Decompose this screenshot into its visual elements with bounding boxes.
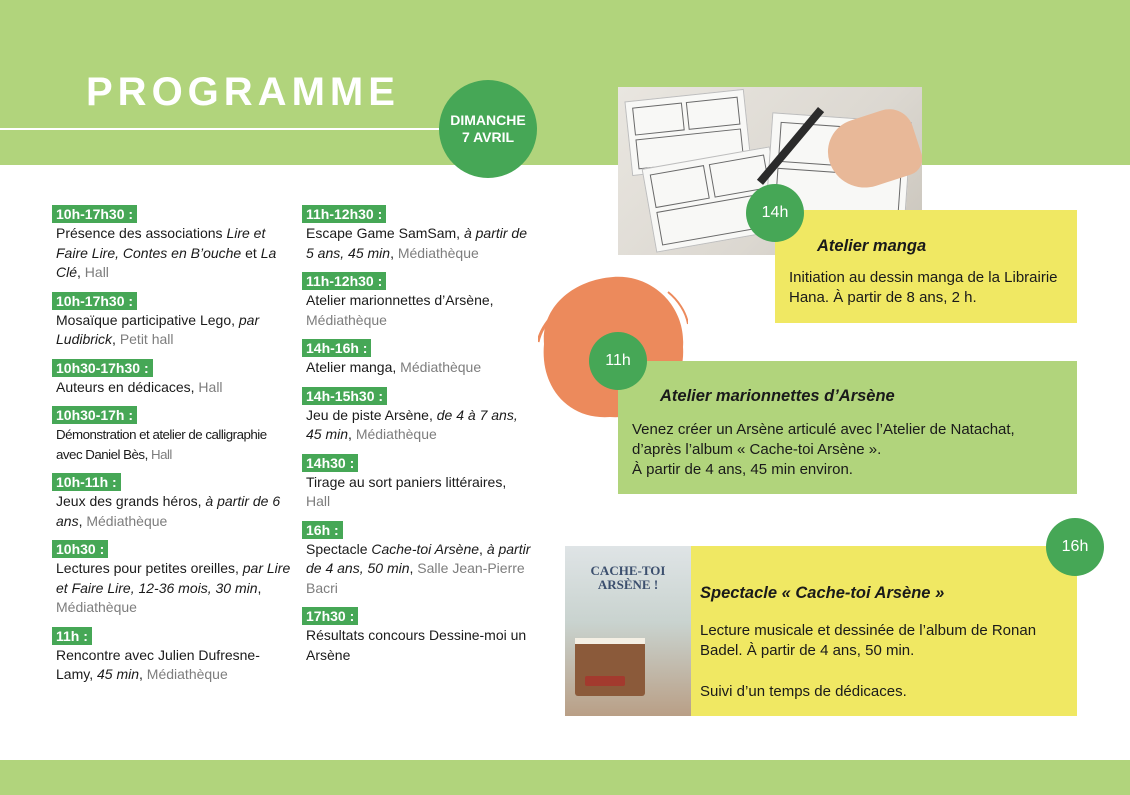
schedule-location: Médiathèque [397,244,479,261]
schedule-item [302,454,532,512]
footer-band [0,760,1130,795]
schedule-text: Mosaïque participative Lego, [56,311,239,328]
schedule-text: à partir de 4 ans, 50 min [306,540,531,576]
schedule-item [302,607,532,665]
schedule-text: Escape Game SamSam, [306,225,464,241]
marionnettes-box-title: Atelier marionnettes d’Arsène [660,387,895,405]
schedule-location: Médiathèque [146,666,228,682]
schedule-text: Rencontre avec Julien Dufresne-Lamy, [56,646,260,682]
schedule-description [302,291,532,330]
title-underline [0,128,440,130]
schedule-item [52,473,292,531]
schedule-time: 10h-11h : [52,473,121,491]
schedule-location: Hall [84,264,109,280]
schedule-text: Atelier manga, [306,359,401,375]
spectacle-info-box [691,546,1077,716]
schedule-text: par Ludibrick [56,311,260,347]
date-day: DIMANCHE [450,112,526,128]
marionnettes-info-box [618,361,1077,494]
schedule-location: Médiathèque [56,599,137,615]
schedule-item [52,406,292,464]
schedule-text: Tirage au sort paniers littéraires, [306,473,507,490]
schedule-text: Jeu de piste Arsène, [306,406,437,423]
schedule-description [52,425,292,464]
schedule-location: Médiathèque [400,359,482,375]
schedule-text: , [479,540,487,557]
schedule-item [302,272,532,330]
schedule-text: Auteurs en dédicaces, [56,378,199,395]
schedule-text: , [257,579,262,596]
schedule-time: 10h30-17h : [52,406,137,424]
marionnettes-hour-badge: 11h [589,332,647,390]
schedule-column-1 [52,205,292,694]
schedule-location: Hall [198,378,223,395]
schedule-location: Hall [150,446,172,462]
schedule-item [302,521,532,599]
schedule-text: Résultats concours Dessine-moi un Arsène [306,627,527,663]
spectacle-box-title: Spectacle « Cache-toi Arsène » [700,584,945,602]
schedule-description [302,473,532,512]
schedule-description [302,626,532,665]
schedule-item [52,205,292,283]
schedule-text: Lire et Faire Lire, Contes en B’ouche [56,225,266,261]
book-cover-image [565,546,691,716]
schedule-description [302,224,532,263]
schedule-item [52,540,292,618]
schedule-text: Lectures pour petites oreilles, [56,560,243,576]
spectacle-box-text-1: Lecture musicale et dessinée de l’album de Ronan Badel. À partir de 4 ans, 50 min. [700,622,1037,659]
schedule-item [52,627,292,685]
schedule-description [52,646,292,685]
schedule-description [302,540,532,599]
page-title: PROGRAMME [86,70,400,114]
schedule-description [52,224,292,283]
manga-box-title: Atelier manga [817,237,927,255]
schedule-text: à partir de 6 ans [56,493,281,529]
schedule-time: 10h30 : [52,540,108,558]
schedule-item [302,387,532,445]
schedule-time: 11h-12h30 : [302,272,386,290]
schedule-column-2 [302,205,532,674]
schedule-location: Petit hall [119,331,174,347]
schedule-text: , [390,244,398,261]
schedule-text: Jeux des grands héros, [56,493,206,509]
schedule-item [302,339,532,378]
spectacle-box-text-2: Suivi d’un temps de dédicaces. [700,683,907,700]
schedule-text: Atelier marionnettes d’Arsène, [306,292,494,308]
date-month: 7 AVRIL [461,129,515,145]
schedule-text: , [77,264,85,280]
schedule-text: , [78,512,87,529]
book-cover-title: CACHE-TOI ARSÈNE ! [590,563,666,592]
manga-info-box [775,210,1077,323]
manga-hour-badge: 14h [746,184,804,242]
schedule-description [52,492,292,531]
schedule-time: 11h-12h30 : [302,205,386,223]
schedule-time: 14h-16h : [302,339,371,357]
schedule-location: Salle Jean-Pierre Bacri [306,560,525,596]
schedule-location: Médiathèque [86,512,168,529]
schedule-location: Médiathèque [355,426,437,442]
schedule-time: 14h-15h30 : [302,387,387,405]
schedule-text: , [139,666,147,682]
spectacle-hour-badge: 16h [1046,518,1104,576]
schedule-item [52,359,292,398]
schedule-text: Cache-toi Arsène [371,540,480,557]
schedule-item [52,292,292,350]
schedule-text: à partir de 5 ans, 45 min [306,225,527,261]
schedule-text: 45 min [96,666,140,682]
schedule-description [52,378,292,398]
schedule-text: Spectacle [306,540,372,557]
schedule-time: 10h-17h30 : [52,292,137,310]
manga-box-text: Initiation au dessin manga de la Librairie Hana. À partir de 8 ans, 2 h. [789,269,1058,306]
schedule-description [302,406,532,445]
schedule-text: , [348,426,356,442]
schedule-time: 11h : [52,627,92,645]
schedule-time: 17h30 : [302,607,358,625]
schedule-description [302,358,532,378]
schedule-location: Médiathèque [306,311,387,328]
schedule-time: 10h-17h30 : [52,205,137,223]
schedule-time: 10h30-17h30 : [52,359,153,377]
schedule-description [52,311,292,350]
schedule-text: de 4 à 7 ans, 45 min [306,406,518,442]
schedule-text: Présence des associations [56,225,227,241]
schedule-text: par Lire et Faire Lire, 12-36 mois, 30 min [56,560,291,596]
schedule-text: , [112,331,120,347]
schedule-text: , [409,560,418,576]
schedule-item [302,205,532,263]
marionnettes-box-text-1: Venez créer un Arsène articulé avec l’Atelier de Natachat, d’après l’album « Cache-toi Arsène ». [632,421,1015,458]
schedule-text: La Clé [56,244,277,280]
marionnettes-box-text-2: À partir de 4 ans, 45 min environ. [632,461,853,478]
schedule-description [52,559,292,618]
schedule-text: Démonstration et atelier de calligraphie avec Daniel Bès, [56,427,267,462]
schedule-time: 16h : [302,521,343,539]
schedule-location: Hall [306,493,331,509]
schedule-text: et [241,244,261,261]
schedule-time: 14h30 : [302,454,358,472]
date-badge [439,80,537,178]
